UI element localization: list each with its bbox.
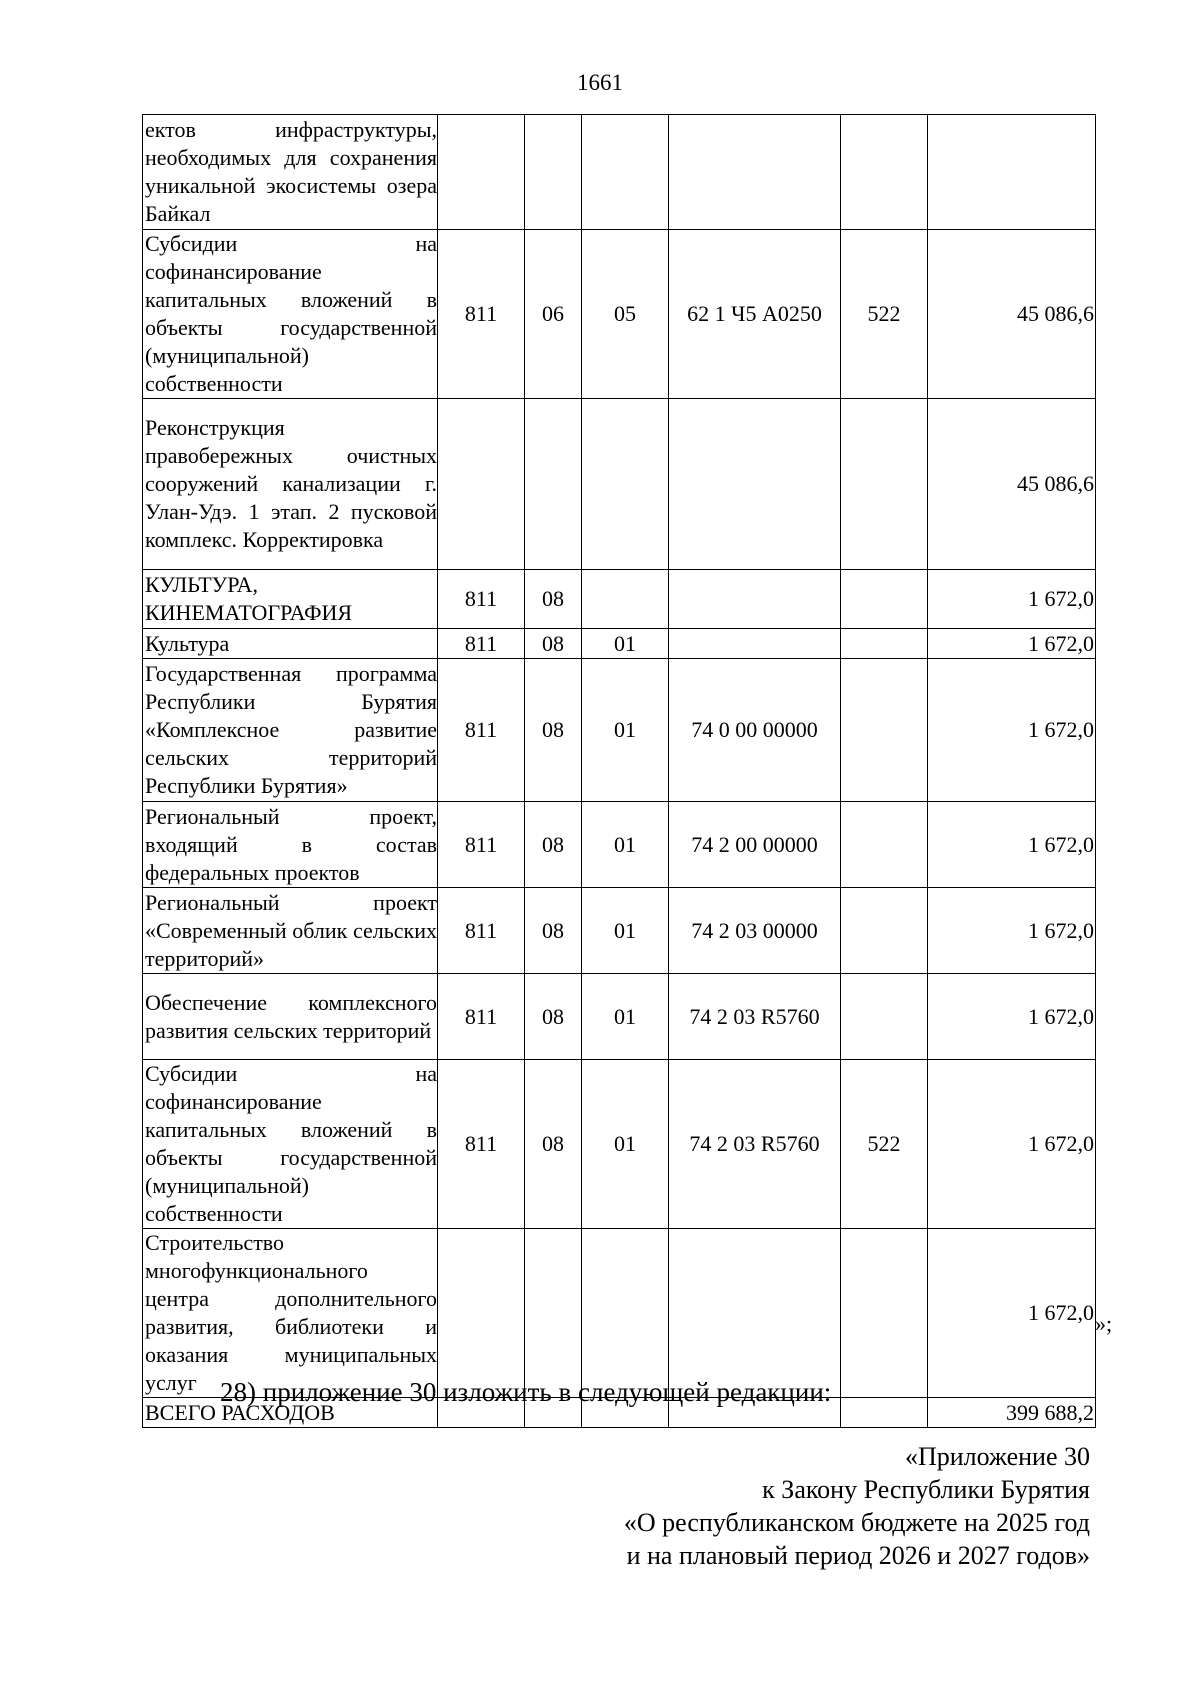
- row-sum: 1 672,0: [928, 659, 1096, 802]
- row-csr: 74 2 03 R5760: [669, 974, 841, 1060]
- row-name: Субсидии на софинансирование капитальных вложений в объекты государственной (муниципальной) собственности: [143, 1060, 438, 1229]
- row-pr: 01: [582, 802, 669, 888]
- row-name: Культура: [143, 629, 438, 659]
- table-row: [143, 1060, 1096, 1229]
- row-name: Региональный проект, входящий в состав федеральных проектов: [143, 802, 438, 888]
- appendix-line-4: и на плановый период 2026 и 2027 годов»: [626, 1541, 1090, 1570]
- row-vr: [841, 629, 928, 659]
- row-rz: 08: [525, 974, 582, 1060]
- row-name: ВСЕГО РАСХОДОВ: [143, 1398, 438, 1428]
- row-csr: 74 2 03 00000: [669, 888, 841, 974]
- row-sum: 399 688,2: [928, 1398, 1096, 1428]
- row-sum: 1 672,0: [928, 1060, 1096, 1229]
- row-name: Субсидии на софинансирование капитальных вложений в объекты государственной (муниципальной) собственности: [143, 230, 438, 399]
- row-sum: 45 086,6: [928, 399, 1096, 570]
- table-row: [143, 1229, 1096, 1398]
- row-rz: [525, 1229, 582, 1398]
- row-gr: 811: [438, 888, 525, 974]
- row-rz: 06: [525, 230, 582, 399]
- row-gr: [438, 1229, 525, 1398]
- table-row: [143, 230, 1096, 399]
- row-sum: 1 672,0: [928, 570, 1096, 629]
- row-sum: 45 086,6: [928, 230, 1096, 399]
- row-name: Региональный проект «Современный облик сельских территорий»: [143, 888, 438, 974]
- row-pr: [582, 570, 669, 629]
- row-gr: 811: [438, 570, 525, 629]
- appendix-line-3: «О республиканском бюджете на 2025 год: [623, 1508, 1090, 1537]
- row-csr: 62 1 Ч5 А0250: [669, 230, 841, 399]
- appendix-line-1: «Приложение 30: [904, 1442, 1090, 1471]
- row-vr: [841, 659, 928, 802]
- table-closing-quote: »;: [1095, 1311, 1113, 1336]
- row-gr: 811: [438, 230, 525, 399]
- row-csr: [669, 629, 841, 659]
- row-sum: [928, 115, 1096, 230]
- row-pr: 05: [582, 230, 669, 399]
- row-rz: 08: [525, 888, 582, 974]
- row-gr: 811: [438, 1060, 525, 1229]
- row-rz: 08: [525, 629, 582, 659]
- row-vr: [841, 570, 928, 629]
- row-rz: 08: [525, 659, 582, 802]
- row-pr: [582, 115, 669, 230]
- row-vr: [841, 802, 928, 888]
- row-csr: [669, 1229, 841, 1398]
- page-number: 1661: [577, 70, 623, 95]
- table-row: [143, 659, 1096, 802]
- row-rz: 08: [525, 802, 582, 888]
- row-gr: 811: [438, 974, 525, 1060]
- table-row: [143, 802, 1096, 888]
- row-vr: [841, 888, 928, 974]
- row-csr: 74 0 00 00000: [669, 659, 841, 802]
- row-pr: 01: [582, 659, 669, 802]
- row-name: Реконструкция правобережных очистных сооружений канализации г. Улан-Удэ. 1 этап. 2 пусковой комплекс. Корректировка: [143, 399, 438, 570]
- row-rz: [525, 399, 582, 570]
- table-row: [143, 399, 1096, 570]
- row-csr: [669, 570, 841, 629]
- table-row: [143, 974, 1096, 1060]
- row-pr: 01: [582, 888, 669, 974]
- row-name: ектов инфраструктуры, необходимых для сохранения уникальной экосистемы озера Байкал: [143, 115, 438, 230]
- row-sum: 1 672,0: [928, 1229, 1096, 1398]
- row-name: Строительство многофункционального центра дополнительного развития, библиотеки и оказания муниципальных услуг: [143, 1229, 438, 1398]
- row-sum: 1 672,0: [928, 802, 1096, 888]
- amendment-clause: 28) приложение 30 изложить в следующей редакции:: [220, 1377, 832, 1407]
- row-vr: 522: [841, 230, 928, 399]
- row-pr: 01: [582, 1060, 669, 1229]
- appendix-line-2: к Закону Республики Бурятия: [762, 1475, 1090, 1504]
- row-pr: 01: [582, 974, 669, 1060]
- row-gr: 811: [438, 629, 525, 659]
- row-rz: 08: [525, 570, 582, 629]
- row-gr: 811: [438, 802, 525, 888]
- row-vr: [841, 1229, 928, 1398]
- row-sum: 1 672,0: [928, 974, 1096, 1060]
- row-name: КУЛЬТУРА, КИНЕМАТОГРАФИЯ: [143, 570, 438, 629]
- row-rz: 08: [525, 1060, 582, 1229]
- row-vr: [841, 115, 928, 230]
- row-csr: 74 2 03 R5760: [669, 1060, 841, 1229]
- row-gr: [438, 115, 525, 230]
- budget-table: [142, 114, 1096, 1428]
- row-vr: [841, 1398, 928, 1428]
- row-csr: [669, 115, 841, 230]
- table-row: [143, 115, 1096, 230]
- row-vr: [841, 974, 928, 1060]
- row-sum: 1 672,0: [928, 888, 1096, 974]
- appendix-heading: [624, 1440, 1090, 1572]
- row-sum: 1 672,0: [928, 629, 1096, 659]
- row-csr: 74 2 00 00000: [669, 802, 841, 888]
- table-row: [143, 629, 1096, 659]
- table-row: [143, 570, 1096, 629]
- row-pr: 01: [582, 629, 669, 659]
- row-rz: [525, 115, 582, 230]
- row-pr: [582, 399, 669, 570]
- row-pr: [582, 1229, 669, 1398]
- row-gr: [438, 399, 525, 570]
- row-name: Государственная программа Республики Бурятия «Комплексное развитие сельских территорий Республики Бурятия»: [143, 659, 438, 802]
- row-vr: [841, 399, 928, 570]
- row-name: Обеспечение комплексного развития сельских территорий: [143, 974, 438, 1060]
- row-vr: 522: [841, 1060, 928, 1229]
- row-csr: [669, 399, 841, 570]
- table-row: [143, 888, 1096, 974]
- row-gr: 811: [438, 659, 525, 802]
